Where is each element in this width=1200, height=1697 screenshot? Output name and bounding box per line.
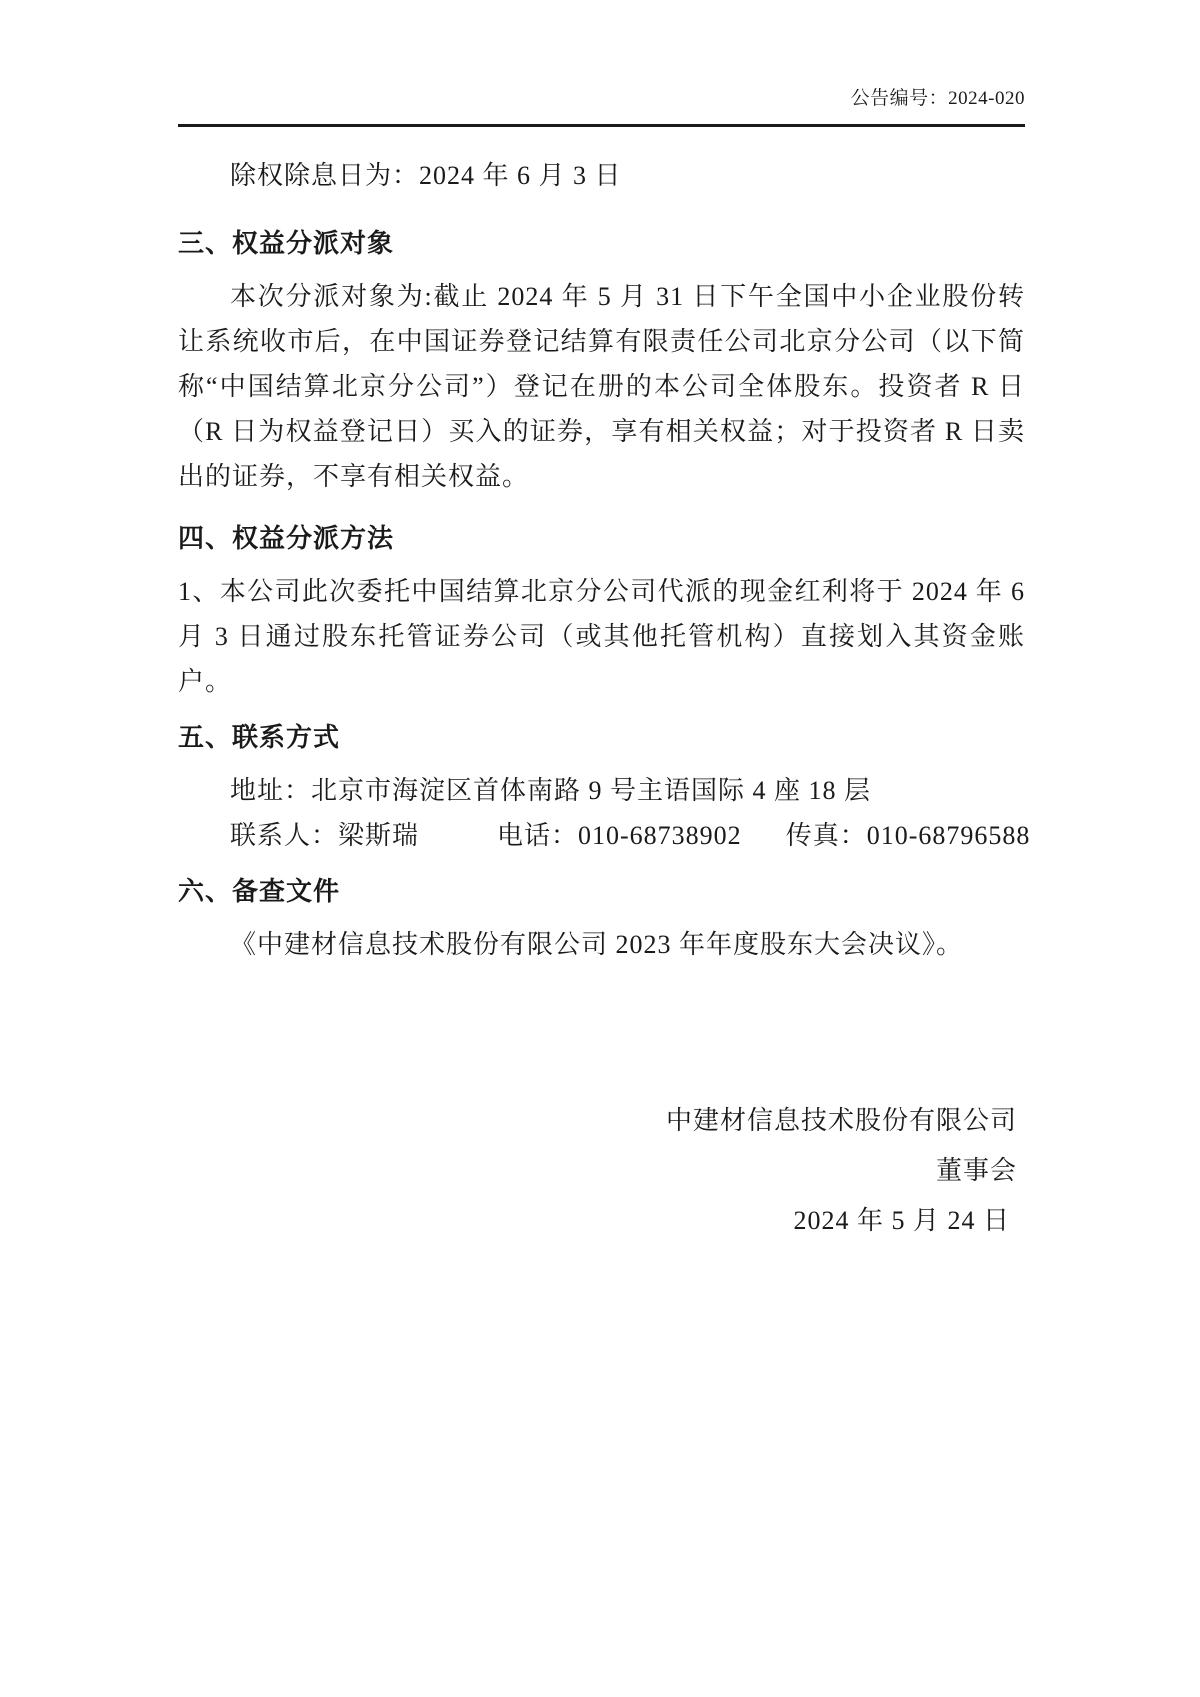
header-rule	[178, 124, 1025, 127]
section-4-heading: 四、权益分派方法	[178, 524, 395, 553]
section-6-paragraph: 《中建材信息技术股份有限公司 2023 年年度股东大会决议》。	[230, 930, 964, 959]
signature-block	[178, 1096, 1025, 1246]
signature-company: 中建材信息技术股份有限公司	[665, 1106, 1017, 1135]
contact-phone: 电话：010-68738902	[497, 821, 742, 850]
contact-person: 联系人：梁斯瑞	[230, 821, 420, 850]
signature-date: 2024 年 5 月 24 日	[793, 1206, 1010, 1235]
address-line: 地址：北京市海淀区首体南路 9 号主语国际 4 座 18 层	[230, 776, 872, 805]
section-4-paragraph: 1、本公司此次委托中国结算北京分公司代派的现金红利将于 2024 年 6 月 3 日通过股东托管证券公司（或其他托管机构）直接划入其资金账户。	[178, 577, 1025, 696]
announcement-number: 公告编号：2024-020	[850, 88, 1025, 109]
section-3-paragraph: 本次分派对象为:截止 2024 年 5 月 31 日下午全国中小企业股份转让系统收市后，在中国证券登记结算有限责任公司北京分公司（以下简称“中国结算北京分公司”）登记在册的本公司全体股东。投资者 R 日（R 日为权益登记日）买入的证券，享有相关权益；对于投资者 R 日卖出的证券，不享有相关权益。	[178, 282, 1025, 491]
section-3-heading: 三、权益分派对象	[178, 229, 395, 258]
section-6-heading: 六、备查文件	[178, 877, 341, 906]
contact-fax: 传真：010-68796588	[785, 821, 1031, 850]
section-5-heading: 五、联系方式	[178, 723, 341, 752]
ex-dividend-date-line: 除权除息日为：2024 年 6 月 3 日	[230, 161, 622, 190]
signature-board: 董事会	[935, 1156, 1017, 1185]
contact-line	[178, 813, 1031, 858]
